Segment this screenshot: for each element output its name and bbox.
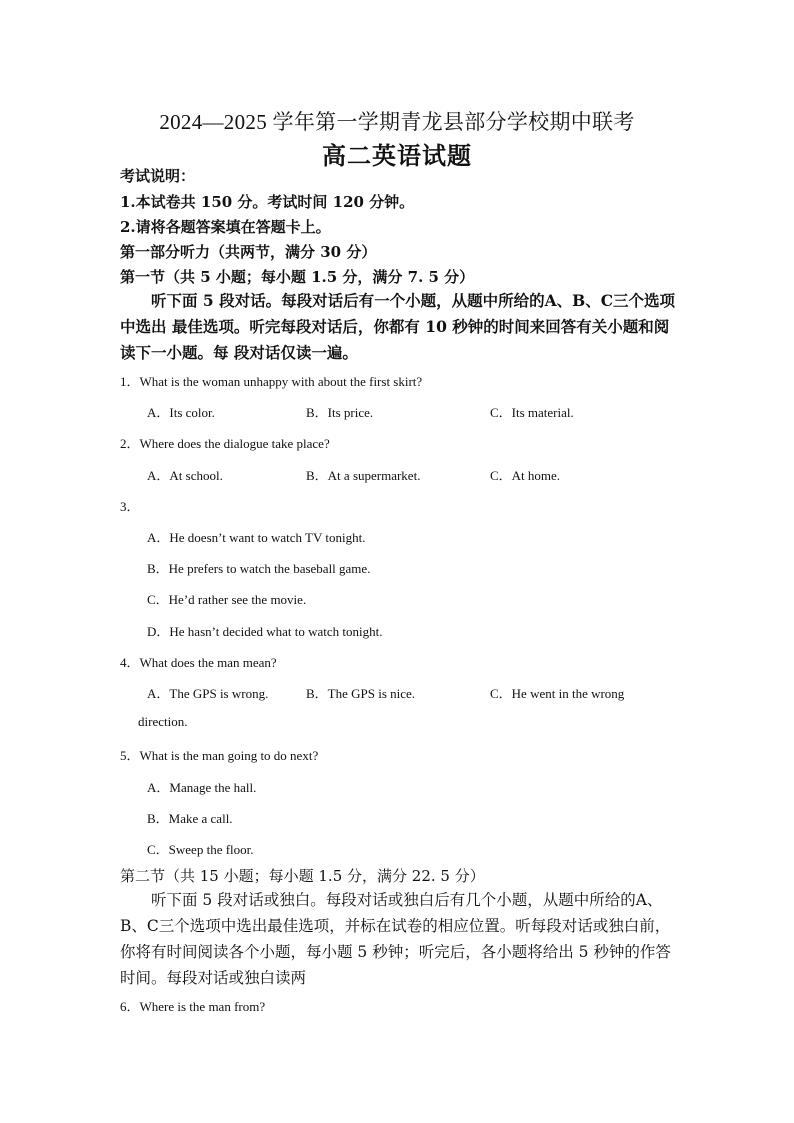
- answer-option: D．He hasn’t decided what to watch tonight.: [147, 624, 383, 639]
- instruction-item-2: 2.请将各题答案填在答题卡上。: [120, 218, 331, 236]
- answer-option: A．Manage the hall.: [147, 780, 257, 795]
- question-stem: 4．What does the man mean?: [120, 655, 277, 670]
- question-stem: 5．What is the man going to do next?: [120, 748, 319, 763]
- answer-option: C．Its material.: [490, 405, 574, 420]
- question-stem: 2．Where does the dialogue take place?: [120, 436, 330, 451]
- exam-subtitle: 高二英语试题: [322, 144, 472, 170]
- answer-option: A．He doesn’t want to watch TV tonight.: [147, 530, 366, 545]
- question-stem: 1．What is the woman unhappy with about the first skirt?: [120, 374, 423, 389]
- question-stem: 6．Where is the man from?: [120, 999, 266, 1014]
- part1-heading: 第一部分听力（共两节，满分 30 分）: [120, 243, 377, 261]
- instruction-item-1: 1.本试卷共 150 分。考试时间 120 分钟。: [120, 193, 415, 211]
- answer-option: B．He prefers to watch the baseball game.: [147, 561, 371, 576]
- section1-heading: 第一节（共 5 小题；每小题 1.5 分，满分 7. 5 分）: [120, 268, 475, 286]
- section2-heading: 第二节（共 15 小题；每小题 1.5 分，满分 22. 5 分）: [120, 867, 485, 885]
- answer-option: B．The GPS is nice.: [306, 686, 416, 701]
- question-stem: 3．: [120, 499, 140, 514]
- answer-option: A．The GPS is wrong.: [147, 686, 269, 701]
- exam-title: 2024—2025 学年第一学期青龙县部分学校期中联考: [159, 110, 635, 134]
- instructions-heading: 考试说明：: [120, 167, 196, 185]
- answer-option: B．Its price.: [306, 405, 374, 420]
- section2-directions: 听下面 5 段对话或独白。每段对话或独白后有几个小题，从题中所给的A、B、C三个选项中选出最佳选项，并标在试卷的相应位置。听每段对话或独白前，你将有时间阅读各个小题，每小题 5 秒钟；听完后，各小题将给出 5 秒钟的作答时间。每段对话或独白读两: [120, 891, 671, 987]
- answer-option: C．He’d rather see the movie.: [147, 592, 307, 607]
- answer-option: C．At home.: [490, 468, 561, 483]
- section1-directions: 听下面 5 段对话。每段对话后有一个小题，从题中所给的A、B、C三个选项中选出 最佳选项。听完每段对话后，你都有 10 秒钟的时间来回答有关小题和阅读下一小题。每 段对话仅读一遍。: [120, 291, 676, 362]
- answer-option: B．At a supermarket.: [306, 468, 421, 483]
- answer-option: A．At school.: [147, 468, 223, 483]
- answer-option: B．Make a call.: [147, 811, 233, 826]
- answer-option: C．He went in the wrong: [490, 686, 625, 701]
- answer-option: A．Its color.: [147, 405, 215, 420]
- answer-option-continuation: direction.: [138, 714, 188, 729]
- answer-option: C．Sweep the floor.: [147, 842, 254, 857]
